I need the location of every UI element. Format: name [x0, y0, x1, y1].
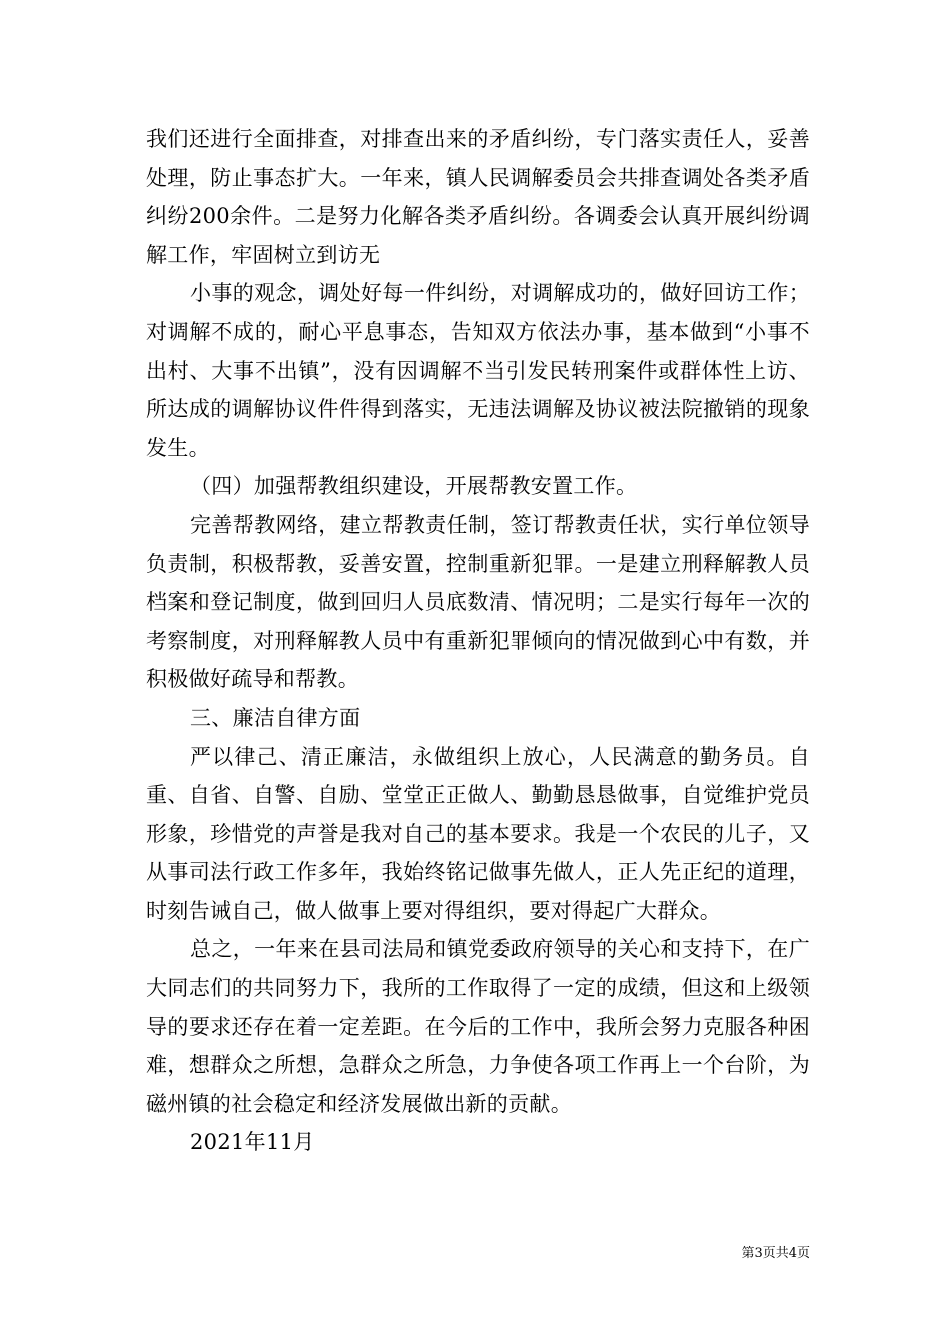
paragraph-integrity: 严以律己、清正廉洁，永做组织上放心，人民满意的勤务员。自重、自省、自警、自励、堂堂正正做人、勤勤恳恳做事，自觉维护党员形象，珍惜党的声誉是我对自己的基本要求。我是一个农民的儿子，又从事司法行政工作多年，我始终铭记做事先做人，正人先正纪的道理，时刻告诫自己，做人做事上要对得组织，要对得起广大群众。	[146, 744, 810, 923]
paragraph-assistance-network: 完善帮教网络，建立帮教责任制，签订帮教责任状，实行单位领导负责制，积极帮教，妥善安置，控制重新犯罪。一是建立刑释解教人员档案和登记制度，做到回归人员底数清、情况明；二是实行每年一次的考察制度，对刑释解教人员中有重新犯罪倾向的情况做到心中有数，并积极做好疏导和帮教。	[146, 512, 810, 692]
page-number-footer: 第3页共4页	[741, 1246, 810, 1261]
document-date: 2021年11月	[190, 1130, 315, 1155]
paragraph-mediation-screening: 我们还进行全面排查，对排查出来的矛盾纠纷，专门落实责任人，妥善处理，防止事态扩大。一年来，镇人民调解委员会共排查调处各类矛盾纠纷200余件。二是努力化解各类矛盾纠纷。各调委会认真开展纠纷调解工作，牢固树立到访无	[146, 127, 810, 267]
document-body	[146, 120, 810, 1162]
section-heading-assistance: （四）加强帮教组织建设，开展帮教安置工作。	[190, 474, 638, 499]
paragraph-mediation-results: 小事的观念，调处好每一件纠纷，对调解成功的，做好回访工作；对调解不成的，耐心平息事态，告知双方依法办事，基本做到“小事不出村、大事不出镇”，没有因调解不当引发民转刑案件或群体性上访、所达成的调解协议件件得到落实，无违法调解及协议被法院撤销的现象发生。	[146, 281, 810, 460]
section-heading-integrity: 三、廉洁自律方面	[190, 705, 361, 730]
paragraph-conclusion: 总之，一年来在县司法局和镇党委政府领导的关心和支持下，在广大同志们的共同努力下，我所的工作取得了一定的成绩，但这和上级领导的要求还存在着一定差距。在今后的工作中，我所会努力克服各种困难，想群众之所想，急群众之所急，力争使各项工作再上一个台阶，为磁州镇的社会稳定和经济发展做出新的贡献。	[146, 937, 810, 1116]
